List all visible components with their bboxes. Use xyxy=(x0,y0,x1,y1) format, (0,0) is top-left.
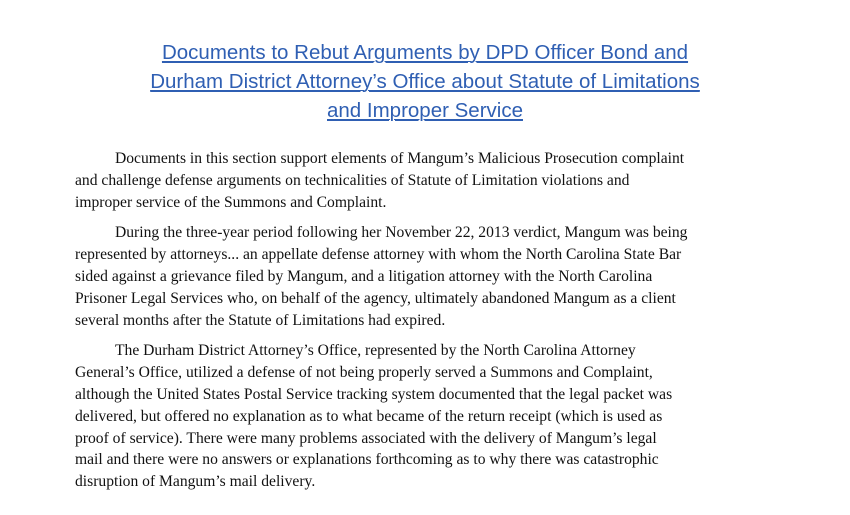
paragraph-line: several months after the Statute of Limitations had expired. xyxy=(75,311,446,329)
paragraph-3 xyxy=(75,340,780,493)
paragraph-line: mail and there were no answers or explanations forthcoming as to why there was catastrophic xyxy=(75,451,659,469)
title-line-3[interactable]: and Improper Service xyxy=(327,99,523,122)
document-body xyxy=(75,148,780,502)
document-title[interactable] xyxy=(60,38,790,125)
paragraph-line: and challenge defense arguments on technicalities of Statute of Limitation violations and xyxy=(75,171,630,189)
paragraph-2 xyxy=(75,222,780,331)
paragraph-line: During the three-year period following her November 22, 2013 verdict, Mangum was being xyxy=(115,224,688,242)
paragraph-line: delivered, but offered no explanation as to what became of the return receipt (which is used as xyxy=(75,407,663,425)
title-link[interactable] xyxy=(150,41,700,122)
paragraph-line: The Durham District Attorney’s Office, represented by the North Carolina Attorney xyxy=(115,342,636,360)
paragraph-line: improper service of the Summons and Complaint. xyxy=(75,193,387,211)
paragraph-line: proof of service). There were many problems associated with the delivery of Mangum’s legal xyxy=(75,429,657,447)
paragraph-line: sided against a grievance filed by Mangum, and a litigation attorney with the North Carolina xyxy=(75,267,653,285)
paragraph-line: although the United States Postal Service tracking system documented that the legal packet was xyxy=(75,385,673,403)
paragraph-line: represented by attorneys... an appellate defense attorney with whom the North Carolina State Bar xyxy=(75,246,682,264)
paragraph-line: Documents in this section support elements of Mangum’s Malicious Prosecution complaint xyxy=(115,150,685,167)
title-line-1[interactable]: Documents to Rebut Arguments by DPD Officer Bond and xyxy=(161,41,689,64)
paragraph-line: disruption of Mangum’s mail delivery. xyxy=(75,473,316,491)
paragraph-line: General’s Office, utilized a defense of not being properly served a Summons and Complaint, xyxy=(75,364,653,382)
title-line-2[interactable]: Durham District Attorney’s Office about Statute of Limitations xyxy=(150,70,700,93)
paragraph-line: Prisoner Legal Services who, on behalf of the agency, ultimately abandoned Mangum as a client xyxy=(75,289,676,307)
paragraph-1 xyxy=(75,148,780,213)
